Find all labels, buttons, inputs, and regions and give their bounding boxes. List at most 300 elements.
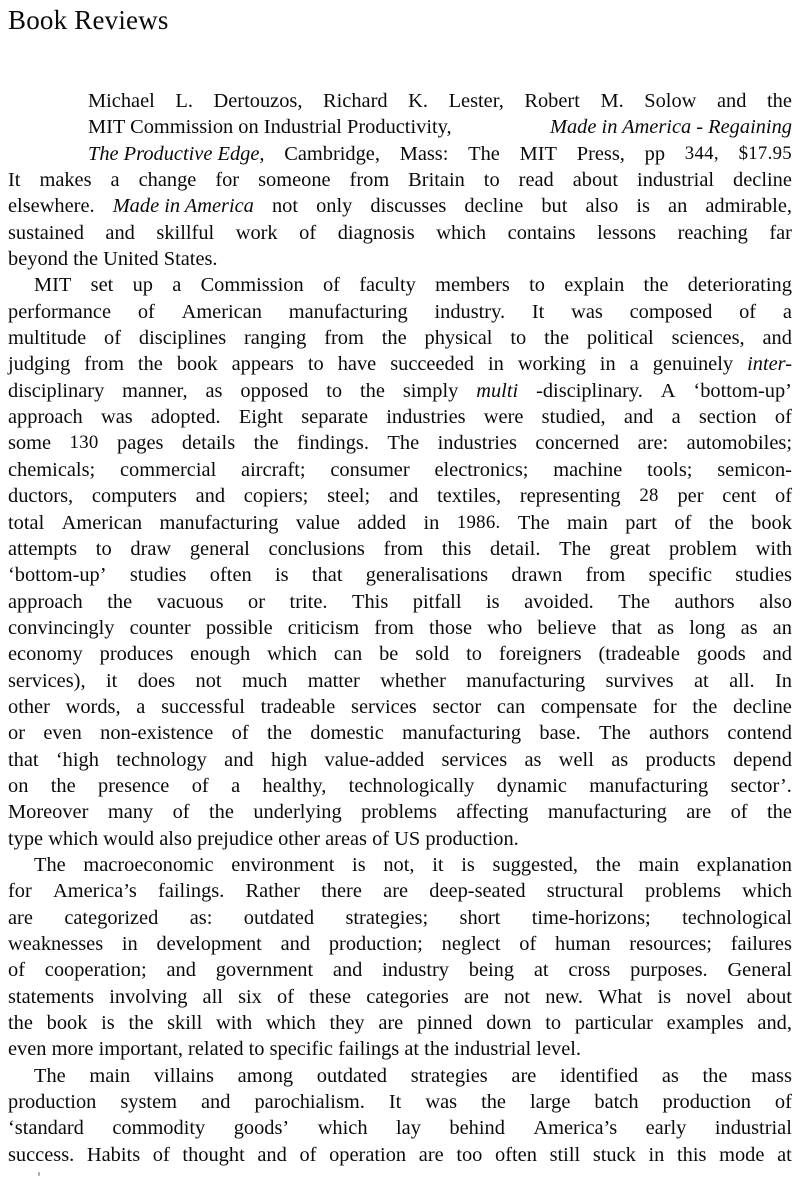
text-run: contend bbox=[727, 722, 792, 745]
text-run: lessons bbox=[597, 221, 657, 244]
text-run: with bbox=[215, 1012, 253, 1035]
text-run: In bbox=[775, 669, 792, 692]
text-run: is bbox=[636, 195, 650, 218]
text-run: A bbox=[660, 379, 676, 402]
text-run: avoided. bbox=[524, 590, 594, 613]
text-run: and bbox=[224, 748, 254, 771]
text-run: It bbox=[388, 1091, 402, 1114]
text-run: non-existence bbox=[100, 722, 214, 745]
text-run: sold bbox=[415, 643, 450, 666]
text-run: production bbox=[662, 1091, 751, 1114]
text-run: explanation bbox=[696, 853, 792, 876]
text-run: successful bbox=[161, 695, 245, 718]
text-run: succeeded bbox=[390, 353, 474, 376]
text-run: down bbox=[486, 1012, 532, 1035]
text-run: the bbox=[381, 327, 407, 350]
text-run: draw bbox=[130, 537, 172, 560]
text-run: services bbox=[351, 695, 417, 718]
text-run: the bbox=[692, 695, 718, 718]
text-run: of bbox=[739, 300, 757, 323]
text-run: drawn bbox=[511, 564, 563, 587]
text-run: even more important, related to specific failings at the industrial level. bbox=[8, 1038, 582, 1061]
text-run: Press, bbox=[576, 142, 625, 165]
text-run: does bbox=[137, 669, 176, 692]
text-run: in bbox=[121, 933, 138, 955]
text-run: some bbox=[8, 432, 52, 455]
text-run: human bbox=[555, 933, 611, 955]
text-run: approach bbox=[8, 590, 83, 613]
text-run: batch bbox=[594, 1091, 639, 1114]
text-run: America’s bbox=[533, 1117, 618, 1140]
text-run: compensate bbox=[540, 695, 638, 718]
text-run: to bbox=[545, 1012, 562, 1035]
paragraph bbox=[8, 852, 792, 1063]
text-run: beyond the United States. bbox=[8, 248, 218, 271]
text-run: possible bbox=[205, 616, 273, 639]
text-run: of bbox=[137, 300, 155, 323]
italic-phrase: Made in America bbox=[112, 195, 254, 218]
text-run: MIT bbox=[519, 142, 557, 165]
text-run: disciplinary bbox=[8, 379, 105, 402]
text-run: domestic bbox=[310, 722, 384, 745]
text-line bbox=[8, 246, 792, 272]
text-run: that bbox=[8, 748, 39, 771]
text-run: MIT bbox=[34, 274, 72, 297]
text-line bbox=[8, 773, 792, 799]
text-run: of bbox=[519, 933, 537, 955]
text-run: whether bbox=[380, 669, 446, 692]
text-line bbox=[8, 483, 792, 509]
text-run: American bbox=[61, 511, 143, 534]
text-run: produces bbox=[99, 643, 174, 666]
text-run: physical bbox=[424, 327, 493, 350]
text-run: opposed bbox=[240, 379, 309, 402]
text-line bbox=[8, 536, 792, 562]
text-run: Commission bbox=[200, 274, 304, 297]
text-line bbox=[8, 430, 792, 456]
text-run: economy bbox=[8, 643, 83, 666]
text-run: matter bbox=[307, 669, 360, 692]
text-run: of bbox=[774, 406, 792, 429]
text-run: detail. bbox=[490, 537, 541, 560]
text-run: for bbox=[215, 169, 240, 192]
text-run: total bbox=[8, 511, 45, 534]
text-run: problems bbox=[361, 801, 437, 824]
text-run: from bbox=[374, 616, 414, 639]
text-run: aircraft; bbox=[241, 458, 306, 481]
text-run: pinned bbox=[416, 1012, 473, 1035]
text-run: and bbox=[388, 485, 419, 508]
text-run: was bbox=[571, 300, 603, 323]
text-run: is bbox=[101, 1012, 115, 1035]
text-run: that bbox=[611, 616, 642, 639]
text-run: mass bbox=[751, 1064, 792, 1087]
text-run: to bbox=[510, 327, 527, 350]
text-run: The bbox=[599, 722, 631, 745]
text-run: change bbox=[138, 169, 197, 192]
text-run: manufacturing bbox=[402, 722, 522, 745]
text-run: the bbox=[643, 274, 669, 297]
text-run: simply bbox=[402, 379, 459, 402]
text-run: industrial bbox=[714, 1117, 792, 1140]
text-run: weaknesses bbox=[8, 933, 104, 955]
text-run: as bbox=[611, 748, 629, 771]
text-run: technology bbox=[116, 748, 207, 771]
text-run: explain bbox=[564, 274, 625, 297]
text-run: Solow bbox=[644, 90, 697, 112]
text-run: working bbox=[517, 353, 586, 376]
text-run: in bbox=[648, 1143, 665, 1166]
text-run: as bbox=[661, 1064, 679, 1087]
text-run: long bbox=[689, 616, 726, 639]
text-run: services bbox=[441, 748, 508, 771]
text-run: identified bbox=[559, 1064, 639, 1087]
text-run: it bbox=[432, 853, 444, 876]
text-run: industries bbox=[437, 432, 517, 455]
text-line bbox=[8, 694, 792, 720]
text-run: from bbox=[84, 353, 124, 376]
text-run: enough bbox=[190, 643, 251, 666]
text-run: for bbox=[652, 695, 677, 718]
text-run: vacuous bbox=[156, 590, 224, 613]
text-run: tools; bbox=[647, 458, 693, 481]
text-run: industrial bbox=[637, 169, 715, 192]
text-run: time-horizons; bbox=[531, 906, 651, 929]
text-run: semicon- bbox=[717, 458, 792, 481]
text-run: and bbox=[332, 959, 363, 982]
text-run: development bbox=[156, 933, 262, 955]
text-run: or bbox=[248, 590, 266, 613]
text-run: is bbox=[352, 853, 366, 876]
text-run: outdated bbox=[316, 1064, 387, 1087]
text-run: as bbox=[524, 748, 542, 771]
text-run: are bbox=[8, 906, 33, 929]
text-run: chemicals; bbox=[8, 458, 96, 481]
text-run: attempts bbox=[8, 537, 78, 560]
text-run: examples bbox=[666, 1012, 744, 1035]
italic-phrase: multi bbox=[476, 379, 519, 402]
text-run: convincingly bbox=[8, 616, 115, 639]
text-line bbox=[8, 984, 792, 1010]
text-run: ‘bottom-up’ bbox=[8, 564, 107, 587]
text-run: the bbox=[767, 801, 792, 824]
text-line bbox=[8, 852, 792, 878]
text-run: the bbox=[481, 1091, 506, 1114]
text-run: ‘high bbox=[55, 748, 99, 771]
text-run: discusses bbox=[370, 195, 447, 218]
text-run: value-added bbox=[324, 748, 425, 771]
text-run: of bbox=[322, 274, 340, 297]
text-run: statements bbox=[8, 985, 95, 1008]
text-run: diagnosis bbox=[337, 221, 415, 244]
text-run: is bbox=[275, 564, 289, 587]
text-run: categories bbox=[366, 985, 449, 1008]
text-run: faculty bbox=[359, 274, 416, 297]
text-run: success. bbox=[8, 1143, 75, 1166]
text-run: failings. bbox=[158, 880, 225, 903]
text-run: Michael bbox=[88, 90, 155, 112]
text-run: which bbox=[317, 1117, 368, 1140]
text-line bbox=[8, 799, 792, 825]
text-run: copiers; bbox=[243, 485, 309, 508]
text-run: strategies bbox=[410, 1064, 488, 1087]
text-run: disciplines bbox=[138, 327, 227, 350]
text-run: concerned bbox=[535, 432, 620, 455]
text-run: underlying bbox=[253, 801, 342, 824]
text-run: of bbox=[152, 1143, 170, 1166]
text-run: manufacturing bbox=[589, 774, 709, 797]
text-run: foreigners bbox=[498, 643, 582, 666]
page-title: Book Reviews bbox=[8, 5, 169, 35]
text-run: someone bbox=[258, 169, 331, 192]
text-run: not bbox=[271, 195, 299, 218]
text-run: ‘standard bbox=[8, 1117, 84, 1140]
text-run: America’s bbox=[53, 880, 137, 903]
text-run: and, bbox=[757, 1012, 792, 1035]
text-run: and bbox=[716, 90, 747, 112]
text-run: presence bbox=[98, 774, 170, 797]
text-run: the bbox=[253, 432, 279, 455]
text-run: main bbox=[638, 853, 680, 876]
text-run: per bbox=[677, 485, 704, 508]
text-run: the bbox=[595, 853, 621, 876]
text-run: studies bbox=[129, 564, 187, 587]
text-run: are bbox=[418, 1143, 444, 1166]
text-run: with bbox=[755, 537, 792, 560]
text-run: studied, bbox=[541, 406, 606, 429]
text-run: behind bbox=[449, 1117, 505, 1140]
text-run: government bbox=[215, 959, 314, 982]
text-run: categorized bbox=[64, 906, 159, 929]
text-run: this bbox=[677, 1143, 707, 1166]
text-line bbox=[8, 457, 792, 483]
text-run: services), bbox=[8, 669, 86, 692]
text-run: among bbox=[237, 1064, 294, 1087]
text-run: cent bbox=[722, 485, 757, 508]
text-run: ductors, bbox=[8, 485, 74, 508]
paragraph bbox=[8, 1063, 792, 1168]
text-line bbox=[8, 404, 792, 430]
text-run: are bbox=[378, 1012, 404, 1035]
text-run: book bbox=[751, 511, 792, 534]
text-run: for bbox=[8, 880, 32, 903]
text-run: part bbox=[625, 511, 657, 534]
text-run: Eight bbox=[238, 406, 283, 429]
text-run: Moreover bbox=[8, 801, 89, 824]
text-run: failures bbox=[730, 933, 792, 955]
text-run: not bbox=[195, 669, 222, 692]
text-run: are bbox=[463, 985, 489, 1008]
book-citation bbox=[8, 88, 792, 167]
text-run: The bbox=[34, 1064, 66, 1087]
text-line bbox=[8, 641, 792, 667]
text-run: are bbox=[383, 880, 409, 903]
text-run: affecting bbox=[456, 801, 529, 824]
text-run: details bbox=[181, 432, 236, 455]
document-body bbox=[8, 88, 792, 1168]
text-run: are bbox=[511, 1064, 537, 1087]
text-run: authors bbox=[674, 590, 735, 613]
text-run: these bbox=[309, 985, 352, 1008]
text-run: have bbox=[337, 353, 377, 376]
text-run: of bbox=[231, 722, 249, 745]
text-run: up bbox=[132, 274, 153, 297]
text-run: the bbox=[708, 511, 734, 534]
scan-speck bbox=[38, 1172, 40, 1176]
text-run: at bbox=[777, 1143, 792, 1166]
text-run: the bbox=[544, 327, 569, 350]
text-line bbox=[88, 114, 792, 140]
text-run: only bbox=[316, 195, 353, 218]
text-run: are bbox=[686, 801, 712, 824]
text-run: sector’. bbox=[730, 774, 792, 797]
text-run: pages bbox=[117, 432, 164, 455]
text-run: and bbox=[762, 643, 792, 666]
text-run: villains bbox=[153, 1064, 214, 1087]
text-run: to bbox=[95, 537, 112, 560]
text-run: which bbox=[436, 221, 487, 244]
text-line bbox=[8, 826, 792, 852]
text-run: ranging bbox=[244, 327, 307, 350]
text-run: Robert bbox=[524, 90, 580, 112]
text-run: decline bbox=[732, 695, 792, 718]
text-run: specific bbox=[648, 564, 712, 587]
text-run: on bbox=[8, 774, 29, 797]
text-run: high bbox=[270, 748, 308, 771]
text-run: in bbox=[599, 353, 616, 376]
text-run: far bbox=[769, 221, 792, 244]
text-run: was bbox=[425, 1091, 458, 1114]
text-run: of bbox=[730, 801, 748, 824]
text-run: often bbox=[495, 1143, 537, 1166]
text-run: goods bbox=[696, 643, 746, 666]
text-run: which bbox=[742, 880, 792, 903]
text-line bbox=[8, 193, 792, 219]
text-run: (tradeable bbox=[598, 643, 680, 666]
text-run: general bbox=[189, 537, 250, 560]
paragraph bbox=[8, 167, 792, 272]
text-run: genuinely bbox=[652, 353, 734, 376]
text-run: to bbox=[307, 353, 324, 376]
text-run: The bbox=[559, 537, 591, 560]
italic-phrase: The Productive Edge, bbox=[88, 142, 265, 165]
text-run: also bbox=[759, 590, 792, 613]
text-run: all bbox=[202, 985, 223, 1008]
text-run: separate bbox=[301, 406, 369, 429]
text-run: K. bbox=[408, 90, 428, 112]
text-run: large bbox=[529, 1091, 571, 1114]
text-run: Britain bbox=[408, 169, 465, 192]
text-line bbox=[8, 510, 792, 536]
text-run: computers bbox=[91, 485, 177, 508]
text-run: that bbox=[311, 564, 343, 587]
text-run: trite. bbox=[289, 590, 328, 613]
text-run: at bbox=[533, 959, 549, 982]
text-run: mode bbox=[719, 1143, 765, 1166]
text-run: dynamic bbox=[496, 774, 567, 797]
text-run: believe bbox=[537, 616, 597, 639]
text-run: the bbox=[266, 722, 292, 745]
text-run: even bbox=[43, 722, 82, 745]
text-run: $17.95 bbox=[738, 142, 792, 164]
text-run: of bbox=[674, 511, 692, 534]
text-run: were bbox=[483, 406, 524, 429]
text-run: or bbox=[8, 722, 25, 745]
text-run: 130 bbox=[69, 432, 99, 454]
text-run: problem bbox=[669, 537, 737, 560]
text-run: section bbox=[698, 406, 757, 429]
text-run: the bbox=[767, 90, 792, 112]
text-run: from bbox=[585, 564, 626, 587]
text-run: operation bbox=[329, 1143, 407, 1166]
text-run: words, bbox=[65, 695, 121, 718]
text-run: cross bbox=[568, 959, 611, 982]
text-run: The bbox=[387, 432, 420, 455]
text-run: is bbox=[657, 985, 672, 1008]
text-run: composed bbox=[629, 300, 713, 323]
text-line bbox=[8, 325, 792, 351]
text-run: about bbox=[572, 169, 619, 192]
text-run: stuck bbox=[592, 1143, 636, 1166]
text-run: production bbox=[8, 1091, 97, 1114]
text-run: work bbox=[235, 221, 278, 244]
text-run: industry. bbox=[434, 300, 506, 323]
text-run: can bbox=[333, 643, 363, 666]
text-run: the bbox=[360, 379, 385, 402]
text-run: added bbox=[357, 511, 407, 534]
text-run: can bbox=[496, 695, 526, 718]
text-run: of bbox=[104, 327, 122, 350]
text-run: but bbox=[541, 195, 568, 218]
text-run: technological bbox=[682, 906, 792, 929]
text-run: It bbox=[8, 169, 21, 192]
text-run: much bbox=[241, 669, 288, 692]
text-run: a bbox=[172, 274, 182, 297]
text-run: as bbox=[657, 616, 675, 639]
text-run: The bbox=[34, 853, 66, 876]
text-run: book bbox=[46, 1012, 88, 1035]
text-run: to bbox=[326, 379, 343, 402]
text-run: early bbox=[645, 1117, 687, 1140]
text-run: MIT Commission on Industrial Productivity, bbox=[88, 116, 452, 139]
text-line bbox=[8, 747, 792, 773]
text-run: at bbox=[693, 669, 709, 692]
text-run: still bbox=[549, 1143, 581, 1166]
text-run: they bbox=[329, 1012, 365, 1035]
text-run: six bbox=[238, 985, 262, 1008]
text-run: is bbox=[461, 853, 475, 876]
text-run: who bbox=[487, 616, 523, 639]
text-run: makes bbox=[39, 169, 92, 192]
text-run: was bbox=[100, 406, 133, 429]
text-run: of bbox=[191, 774, 209, 797]
text-run: the bbox=[137, 353, 163, 376]
text-line bbox=[8, 1036, 792, 1062]
text-run: M. bbox=[600, 90, 624, 112]
text-run: parochialism. bbox=[254, 1091, 365, 1114]
text-run: a bbox=[110, 169, 120, 192]
text-line bbox=[8, 562, 792, 588]
text-line bbox=[8, 299, 792, 325]
text-line bbox=[8, 378, 792, 404]
text-run: L. bbox=[175, 90, 193, 112]
text-run: depend bbox=[733, 748, 792, 771]
text-run: a bbox=[782, 300, 792, 323]
text-run: Rather bbox=[245, 880, 300, 903]
text-line bbox=[8, 1010, 792, 1036]
text-run: Lester, bbox=[448, 90, 504, 112]
text-run: The bbox=[618, 590, 650, 613]
